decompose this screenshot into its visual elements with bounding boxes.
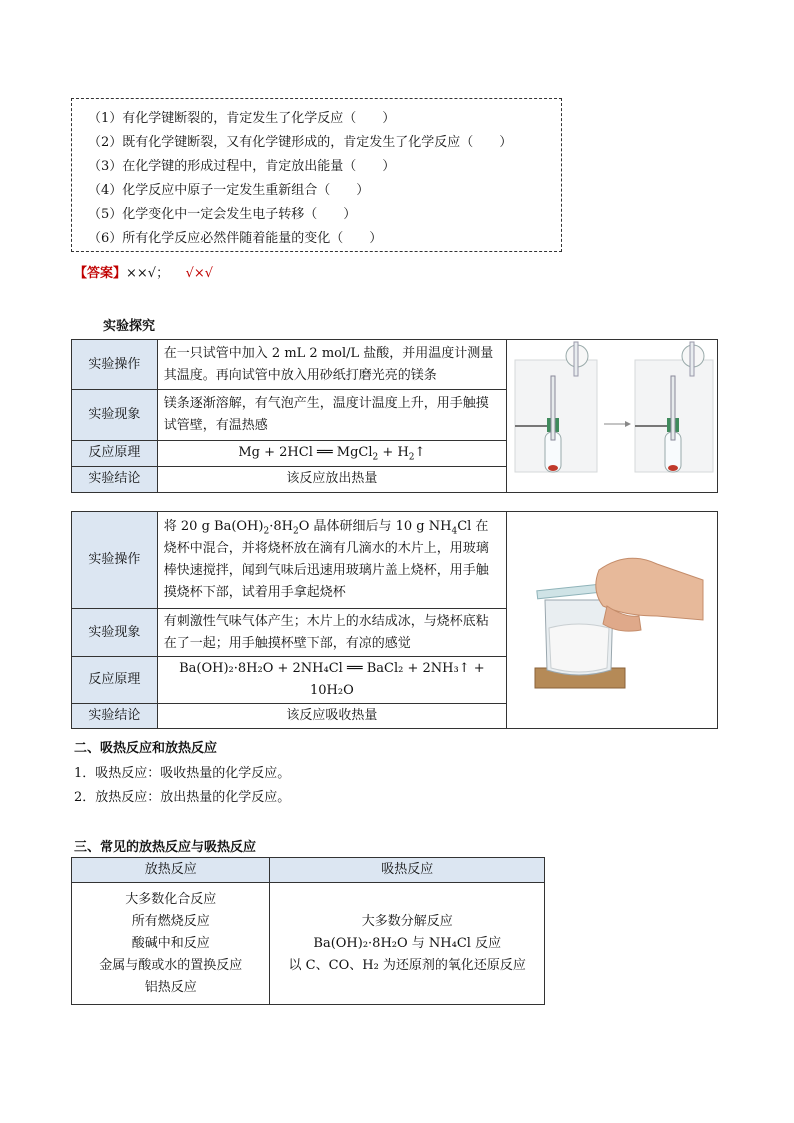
answer-line [74, 262, 213, 281]
exp2-op-text: 将 20 g $Ba(OH)_2\cdot 8H_2O$ 晶体研细后与 10 g $NH_4Cl$ 在烧杯中混合，并将烧杯放在滴有几滴水的木片上，用玻璃棒快速搅拌，闻到气味后迅速用玻璃片盖上烧杯，用手触摸烧杯下部，试着用手拿起烧杯 [157, 512, 506, 609]
section2-item: 1．吸热反应：吸收热量的化学反应。 [74, 766, 291, 781]
list-item: 酸碱中和反应 [131, 935, 210, 951]
reaction-types-table [71, 857, 545, 1005]
list-item: 大多数分解反应 [361, 913, 453, 929]
list-item: 以 C、CO、H₂ 为还原剂的氧化还原反应 [288, 957, 526, 973]
exp2-concl-label: 实验结论 [72, 704, 158, 729]
section2-item: 2．放热反应：放出热量的化学反应。 [74, 790, 291, 805]
list-item: 所有燃烧反应 [131, 913, 210, 929]
exp2-equation: Ba(OH)₂·8H₂O + 2NH₄Cl ══ BaCl₂ + 2NH₃↑ + 10H₂O [157, 657, 506, 704]
exp1-op-text: 在一只试管中加入 2 mL 2 mol/L 盐酸，并用温度计测量其温度。再向试管中放入用砂纸打磨光亮的镁条 [157, 340, 506, 390]
list-item: Ba(OH)₂·8H₂O 与 NH₄Cl 反应 [313, 935, 502, 951]
answer-marks-b: √×√ [185, 266, 214, 281]
list-item: 金属与酸或水的置换反应 [99, 957, 243, 973]
test-tube-illustration [507, 340, 716, 484]
exp1-op-label: 实验操作 [72, 340, 158, 390]
exp1-phen-text: 镁条逐渐溶解，有气泡产生，温度计温度上升，用手触摸试管壁，有温热感 [157, 390, 506, 440]
exp1-concl-label: 实验结论 [72, 466, 158, 492]
exp2-concl-text: 该反应吸收热量 [157, 704, 506, 729]
question-item: （3）在化学键的形成过程中，肯定放出能量（ ） [88, 159, 396, 174]
question-item: （1）有化学键断裂的，肯定发生了化学反应（ ） [88, 111, 396, 126]
question-item: （2）既有化学键断裂，又有化学键形成的，肯定发生了化学反应（ ） [88, 135, 513, 150]
list-item: 铝热反应 [144, 979, 197, 995]
exp2-image-cell [506, 512, 717, 729]
section3-title: 三、常见的放热反应与吸热反应 [74, 840, 257, 855]
exothermic-list [72, 883, 270, 1005]
question-item: （6）所有化学反应必然伴随着能量的变化（ ） [88, 231, 383, 246]
question-box [71, 98, 562, 252]
exp1-concl-text: 该反应放出热量 [157, 466, 506, 492]
exp2-principle-label: 反应原理 [72, 657, 158, 704]
exp1-phen-label: 实验现象 [72, 390, 158, 440]
beaker-illustration [507, 520, 716, 712]
exp1-image-cell [506, 340, 717, 493]
experiment1-table [71, 339, 718, 493]
section2-title: 二、吸热反应和放热反应 [74, 741, 218, 756]
col-header-exothermic: 放热反应 [72, 858, 270, 883]
experiment-title: 实验探究 [103, 319, 156, 334]
question-item: （4）化学反应中原子一定发生重新组合（ ） [88, 183, 370, 198]
exp1-equation: Mg + 2HCl ══ MgCl$_2$ + $H_2↑$ [157, 440, 506, 466]
answer-marks-a: ××√； [126, 266, 170, 281]
list-item: 大多数化合反应 [125, 891, 217, 907]
exp1-principle-label: 反应原理 [72, 440, 158, 466]
answer-tag: 【答案】 [74, 266, 127, 281]
exp2-phen-text: 有刺激性气味气体产生；木片上的水结成冰，与烧杯底粘在了一起；用手触摸杯壁下部，有凉的感觉 [157, 609, 506, 657]
endothermic-list [270, 883, 545, 1005]
question-item: （5）化学变化中一定会发生电子转移（ ） [88, 207, 357, 222]
col-header-endothermic: 吸热反应 [270, 858, 545, 883]
experiment2-table [71, 511, 718, 729]
exp2-op-label: 实验操作 [72, 512, 158, 609]
exp2-phen-label: 实验现象 [72, 609, 158, 657]
